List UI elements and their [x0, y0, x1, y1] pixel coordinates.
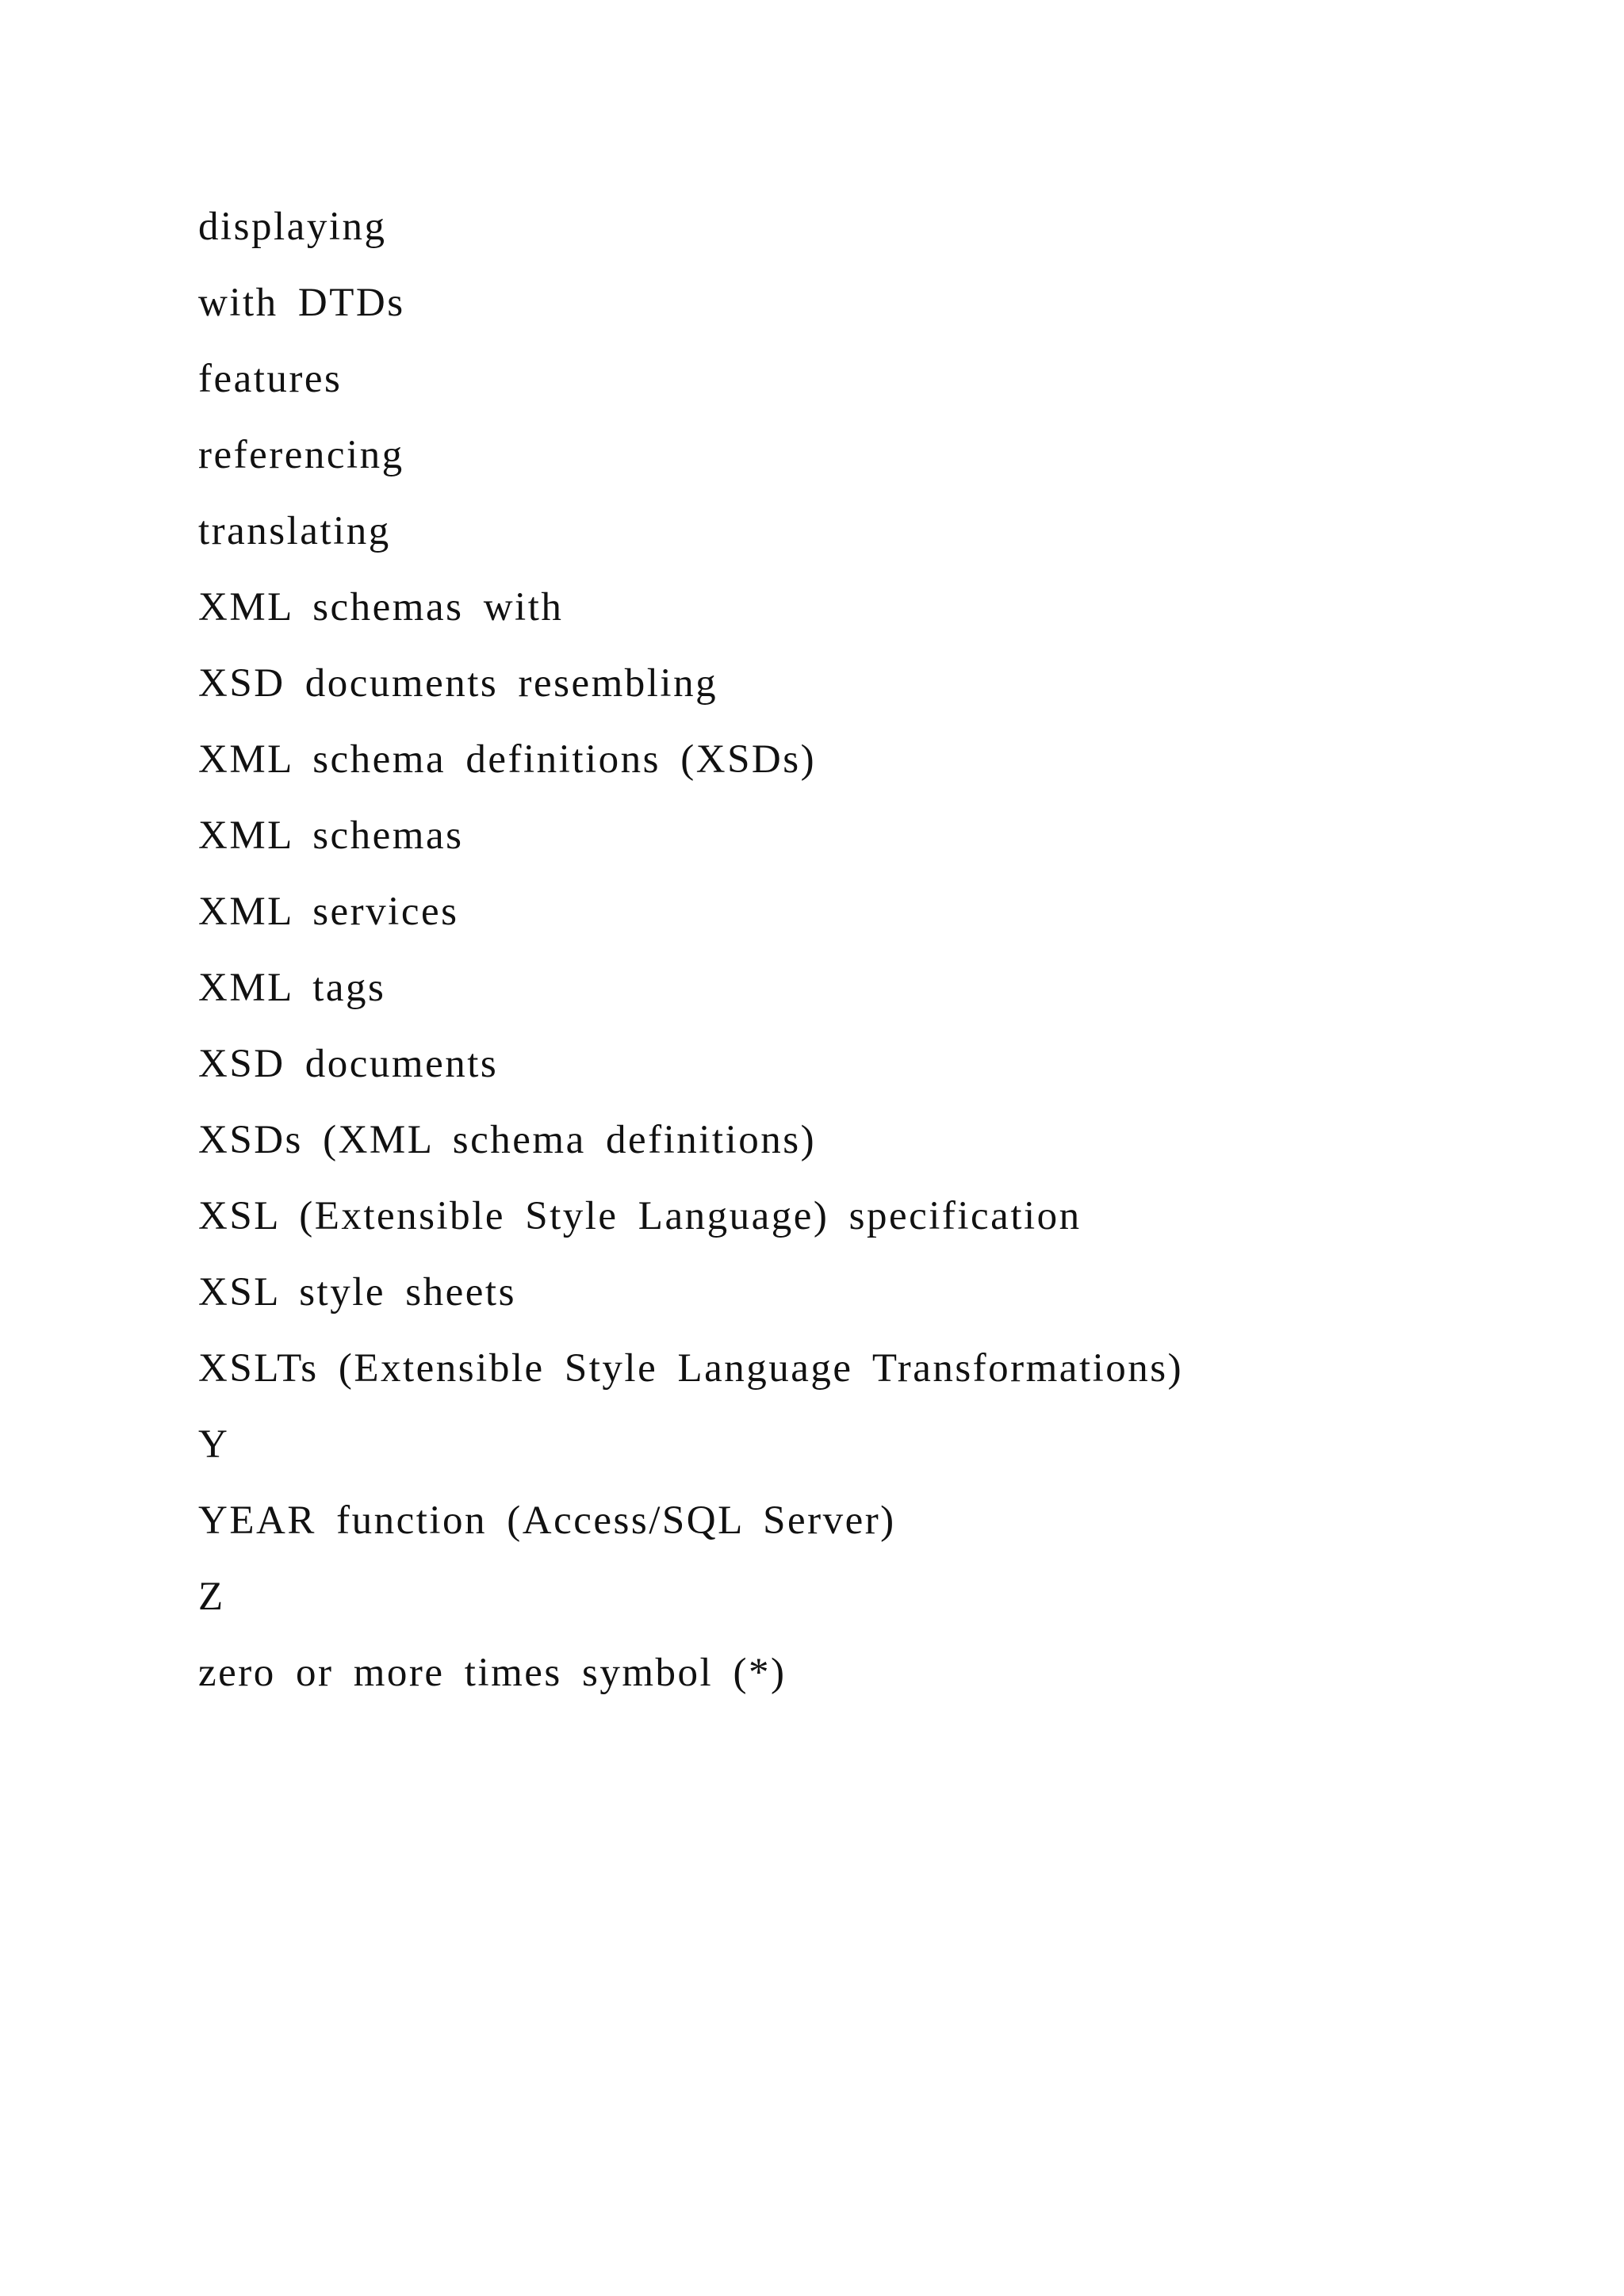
index-entry-xsds: XSDs (XML schema definitions) — [198, 1118, 817, 1162]
index-entry-displaying: displaying — [198, 205, 387, 249]
index-entry-xml-tags: XML tags — [198, 966, 386, 1010]
index-entry-translating: translating — [198, 509, 391, 553]
index-entry-with-dtds: with DTDs — [198, 281, 405, 325]
index-entry-xslts: XSLTs (Extensible Style Language Transformations) — [198, 1346, 1184, 1391]
index-entry-xsd-documents: XSD documents — [198, 1042, 499, 1086]
index-section-letter-y: Y — [198, 1422, 230, 1467]
index-entry-xml-schemas: XML schemas — [198, 813, 464, 858]
index-entry-xsl-specification: XSL (Extensible Style Language) specification — [198, 1194, 1082, 1238]
index-entry-year-function: YEAR function (Access/SQL Server) — [198, 1498, 896, 1543]
index-entry-xml-schemas-with: XML schemas with — [198, 585, 564, 629]
index-entry-xsd-documents-resembling: XSD documents resembling — [198, 661, 718, 706]
index-entry-xml-services: XML services — [198, 890, 459, 934]
index-entry-xsl-style-sheets: XSL style sheets — [198, 1270, 516, 1314]
index-entry-xml-schema-definitions: XML schema definitions (XSDs) — [198, 737, 817, 782]
index-entry-features: features — [198, 357, 343, 401]
index-entry-list — [198, 189, 1183, 1711]
index-section-letter-z: Z — [198, 1575, 225, 1619]
index-entry-zero-or-more-times-symbol: zero or more times symbol (*) — [198, 1651, 787, 1695]
index-entry-referencing: referencing — [198, 433, 404, 477]
